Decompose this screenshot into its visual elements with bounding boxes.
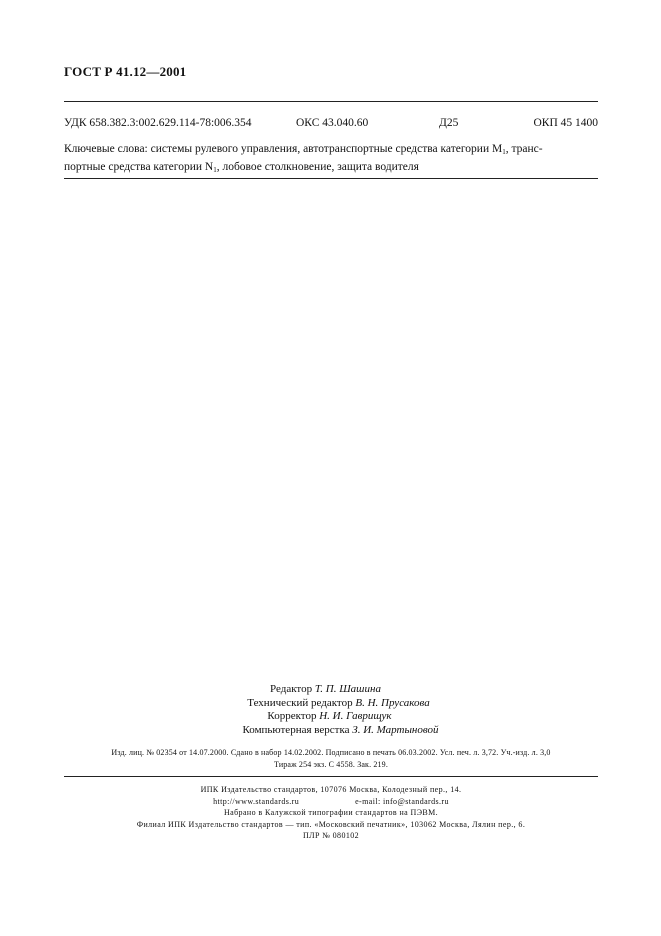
credit-person: Т. П. Шашина [314,683,381,695]
credit-proofreader [0,710,660,724]
keywords-text: , лобовое столкновение, защита водителя [216,161,419,173]
okp-code: ОКП 45 1400 [533,117,598,129]
oks-code: ОКС 43.040.60 [296,117,369,129]
imprint-line-1: Изд. лиц. № 02354 от 14.07.2000. Сдано в набор 14.02.2002. Подписано в печать 06.03.2002. Усл. печ. л. 3,72. Уч.-изд. л. 3,0 [111,748,551,757]
credit-role: Технический редактор [247,696,353,709]
keywords-paragraph [64,142,598,178]
category-subscript: 1 [502,148,506,156]
keywords-divider [64,178,598,179]
keywords-text: портные средства категории N [64,161,214,173]
publisher-email: e-mail: info@standards.ru [355,796,449,806]
publisher-block [64,784,598,842]
keywords-line-1 [64,142,598,160]
imprint-line-2: Тираж 254 экз. С 4558. Зак. 219. [273,759,388,769]
publisher-branch: Филиал ИПК Издательство стандартов — тип. «Московский печатник», 103062 Москва, Лялин пер., 6. [136,819,526,829]
credit-person: Н. И. Гаврищук [319,710,392,722]
keywords-text: , транс- [505,143,543,155]
keywords-line-2 [64,160,598,178]
publisher-website: http://www.standards.ru [213,796,300,806]
udk-code: УДК 658.382.3:002.629.114-78:006.354 [64,117,252,129]
credit-layout [10,724,661,738]
credit-person: З. И. Мартыновой [352,723,439,736]
category-subscript: 1 [213,166,217,174]
group-code: Д25 [439,117,459,129]
standard-code: ГОСТ Р 41.12—2001 [64,64,187,79]
credits-block [0,683,661,737]
imprint-block [64,747,598,770]
credit-role: Редактор [270,683,313,695]
credit-role: Компьютерная верстка [242,723,350,736]
credit-tech-editor [8,697,661,711]
publisher-typeset: Набрано в Калужской типографии стандартов на ПЭВМ. [223,808,439,817]
classification-row [64,117,598,129]
imprint-divider [64,776,598,777]
header-divider [64,101,598,102]
credit-role: Корректор [267,710,317,722]
credit-editor [0,683,656,697]
publisher-contacts [64,796,598,808]
credit-person: В. Н. Прусакова [355,696,430,709]
publisher-address: ИПК Издательство стандартов, 107076 Москва, Колодезный пер., 14. [200,785,462,794]
publisher-plr: ПЛР № 080102 [302,831,360,840]
keywords-text: Ключевые слова: системы рулевого управления, автотранспортные средства категории M [64,143,503,155]
